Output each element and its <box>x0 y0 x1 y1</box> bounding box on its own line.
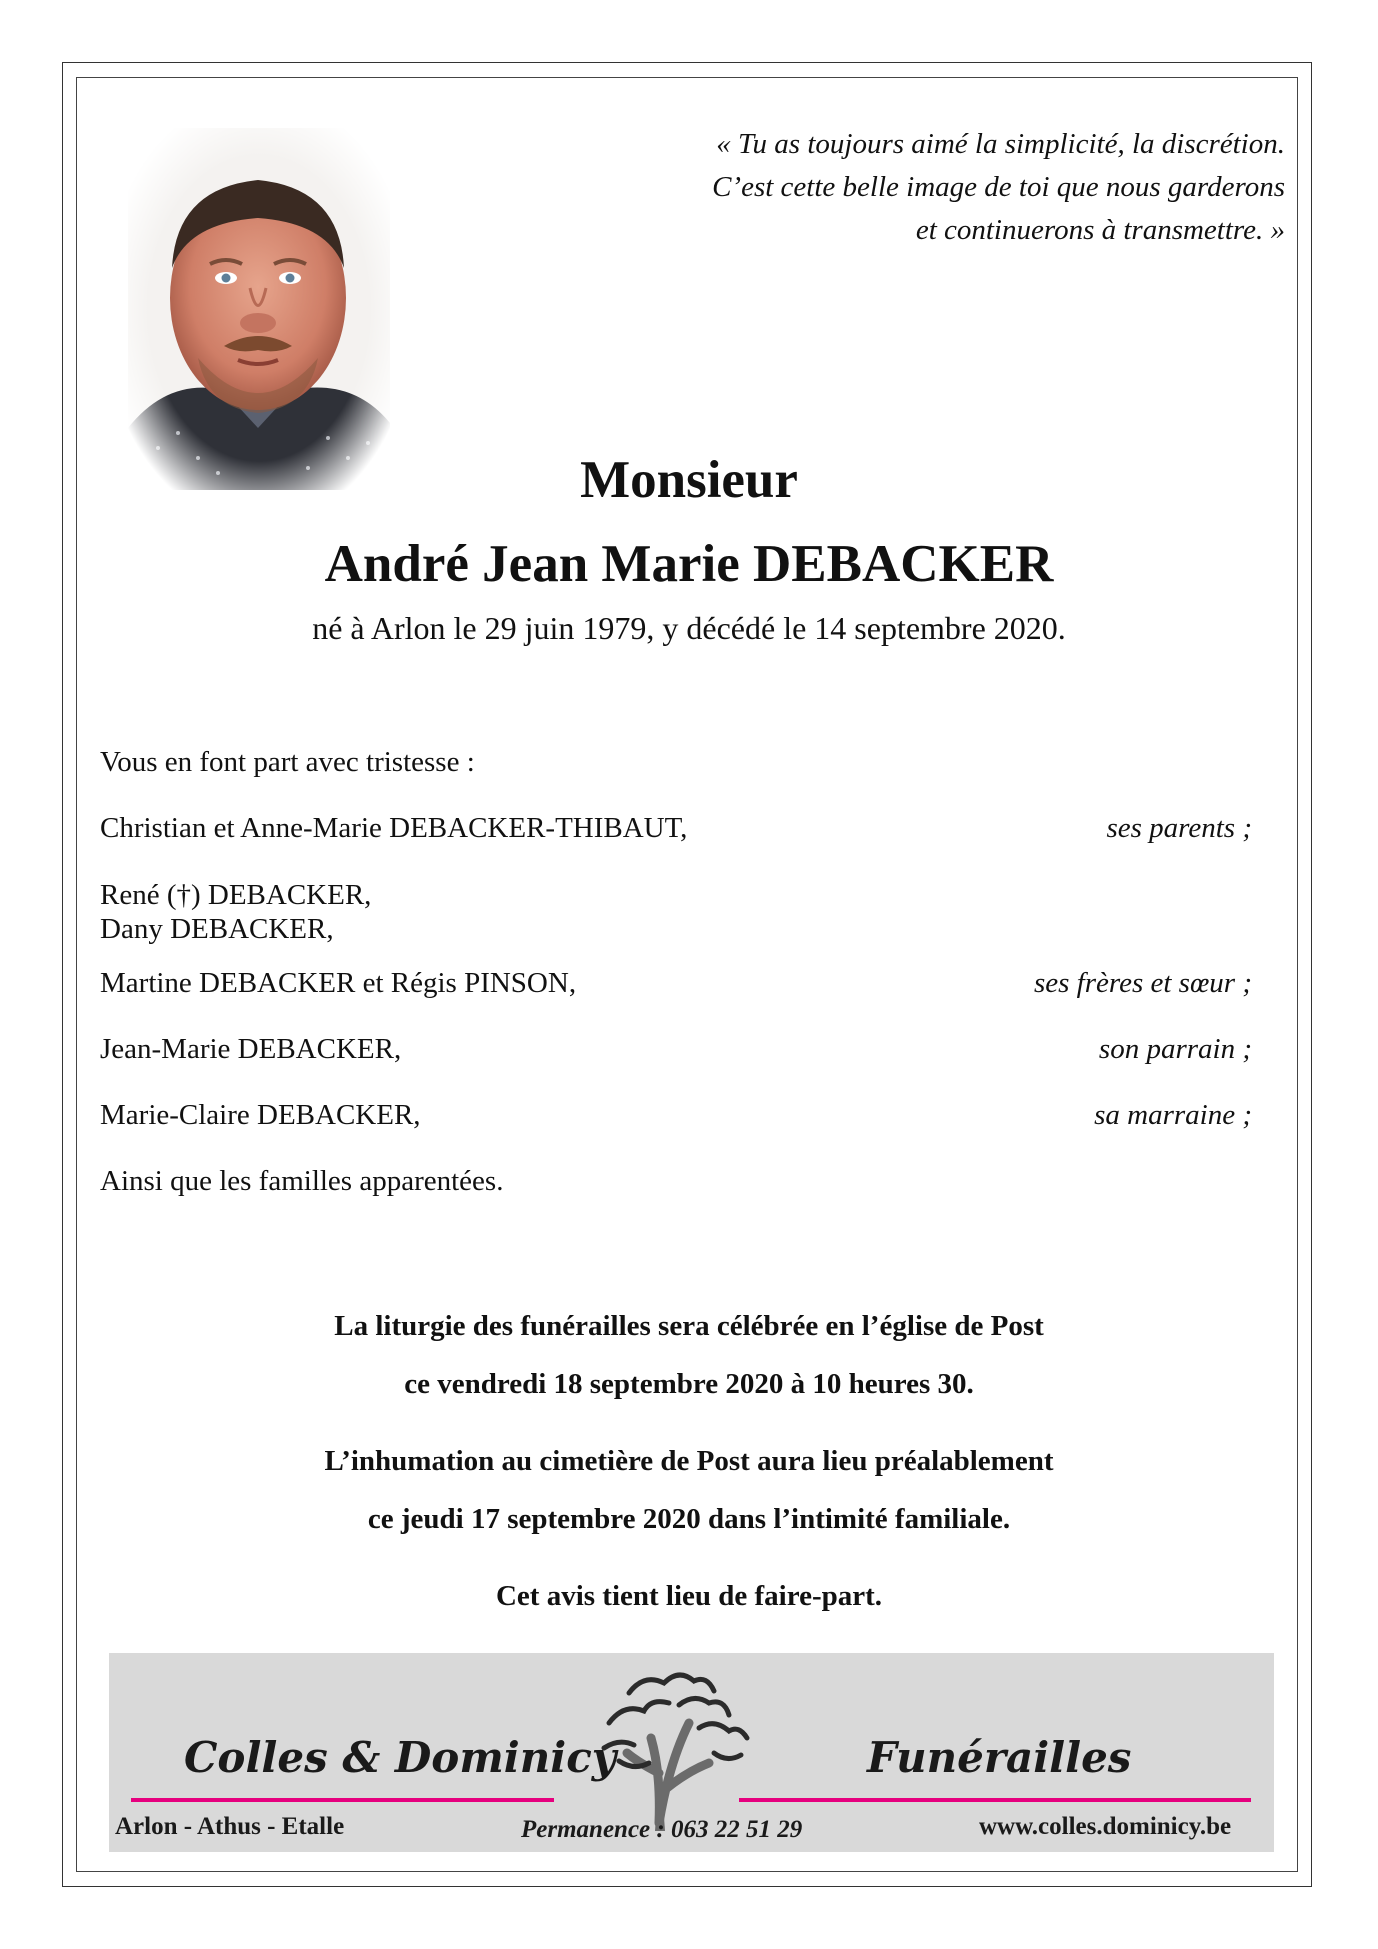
company-name: Colles & Dominicy <box>184 1733 617 1782</box>
family-relation: son parrain ; <box>1098 1033 1252 1065</box>
service-name: Funérailles <box>867 1733 1132 1782</box>
deceased-name: André Jean Marie DEBACKER <box>324 535 1054 593</box>
funeral-home-banner <box>109 1653 1274 1852</box>
family-names: Marie-Claire DEBACKER, <box>100 1099 421 1131</box>
portrait-photo <box>128 128 390 490</box>
quote-line: et continuerons à transmettre. » <box>915 214 1285 246</box>
family-names: René (†) DEBACKER, <box>100 879 372 911</box>
family-relation: sa marraine ; <box>1094 1099 1252 1131</box>
family-row-parents <box>100 811 1252 845</box>
funeral-line: La liturgie des funérailles sera célébrée en l’église de Post <box>334 1310 1044 1342</box>
family-names: Dany DEBACKER, <box>100 913 334 945</box>
website-link[interactable]: www.colles.dominicy.be <box>979 1813 1232 1840</box>
birth-death-dates: né à Arlon le 29 juin 1979, y décédé le 14 septembre 2020. <box>312 610 1066 646</box>
family-row-sibling <box>100 878 1252 912</box>
announcement-closing: Ainsi que les familles apparentées. <box>100 1165 504 1197</box>
funeral-line: ce vendredi 18 septembre 2020 à 10 heures 30. <box>404 1368 974 1400</box>
faire-part-note: Cet avis tient lieu de faire-part. <box>495 1580 883 1612</box>
accent-line-left <box>131 1798 554 1802</box>
memorial-quote <box>525 123 1285 252</box>
family-row-sibling <box>100 966 1252 1000</box>
family-row-godfather <box>100 1032 1252 1066</box>
burial-line: ce jeudi 17 septembre 2020 dans l’intimité familiale. <box>367 1503 1011 1535</box>
family-row-godmother <box>100 1098 1252 1132</box>
family-relation: ses parents ; <box>1106 812 1252 844</box>
locations: Arlon - Athus - Etalle <box>115 1813 345 1840</box>
announcement-intro: Vous en font part avec tristesse : <box>100 746 475 778</box>
family-names: Jean-Marie DEBACKER, <box>100 1033 402 1065</box>
accent-line-right <box>739 1798 1251 1802</box>
quote-line: C’est cette belle image de toi que nous garderons <box>712 171 1285 203</box>
family-names: Martine DEBACKER et Régis PINSON, <box>100 967 577 999</box>
quote-line: « Tu as toujours aimé la simplicité, la discrétion. <box>716 128 1285 160</box>
salutation: Monsieur <box>580 451 798 509</box>
phone-number: Permanence : 063 22 51 29 <box>521 1816 803 1843</box>
family-names: Christian et Anne-Marie DEBACKER-THIBAUT, <box>100 812 688 844</box>
burial-line: L’inhumation au cimetière de Post aura lieu préalablement <box>324 1445 1054 1477</box>
family-row-sibling <box>100 912 1252 946</box>
family-relation: ses frères et sœur ; <box>1033 967 1252 999</box>
